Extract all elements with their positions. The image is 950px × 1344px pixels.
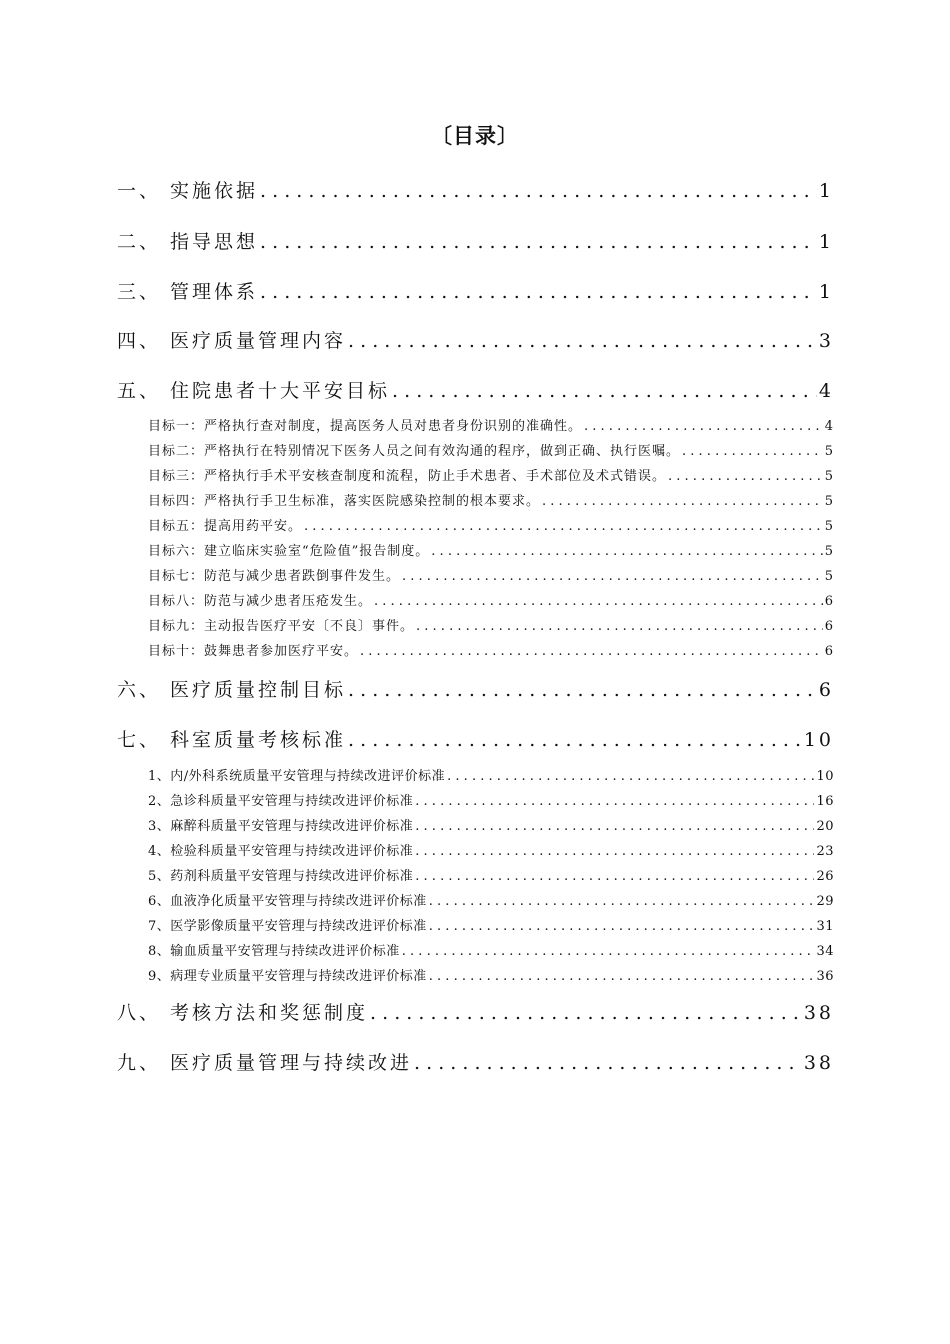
toc-entry-page: 4 — [818, 380, 834, 402]
toc-entry-section-5[interactable] — [117, 376, 834, 403]
dot-leader — [682, 444, 823, 459]
toc-entry-label: 5、药剂科质量平安管理与持续改进评价标准 — [148, 869, 414, 884]
toc-entry-section-7[interactable] — [117, 725, 834, 752]
toc-entry-page: 5 — [824, 544, 834, 559]
dot-leader — [402, 569, 823, 584]
toc-entry-section-6[interactable] — [117, 675, 834, 702]
dot-leader — [429, 969, 815, 984]
toc-entry-label: 9、病理专业质量平安管理与持续改进评价标准 — [148, 969, 427, 984]
dot-leader — [402, 944, 815, 959]
toc-entry-goal-8[interactable] — [148, 590, 834, 609]
toc-entry-standard-8[interactable] — [148, 940, 834, 959]
toc-entry-page: 10 — [816, 769, 834, 784]
toc-entry-goal-5[interactable] — [148, 515, 834, 534]
dot-leader — [348, 729, 802, 751]
dot-leader — [429, 919, 815, 934]
toc-entry-page: 38 — [803, 1052, 834, 1074]
toc-entry-label: 目标六：建立临床实验室“危险值”报告制度。 — [148, 544, 430, 559]
toc-entry-label: 四、 医疗质量管理内容 — [117, 330, 347, 352]
dot-leader — [415, 794, 814, 809]
toc-entry-standard-9[interactable] — [148, 965, 834, 984]
toc-entry-label: 目标十：鼓舞患者参加医疗平安。 — [148, 644, 359, 659]
toc-entry-page: 26 — [816, 869, 834, 884]
toc-entry-label: 6、血液净化质量平安管理与持续改进评价标准 — [148, 894, 427, 909]
toc-entry-label: 2、急诊科质量平安管理与持续改进评价标准 — [148, 794, 414, 809]
dot-leader — [415, 819, 814, 834]
dot-leader — [260, 281, 817, 303]
toc-entry-label: 目标九：主动报告医疗平安〔不良〕事件。 — [148, 619, 415, 634]
toc-entry-goal-4[interactable] — [148, 490, 834, 509]
toc-entry-page: 5 — [824, 494, 834, 509]
toc-entry-page: 5 — [824, 569, 834, 584]
toc-entry-goal-2[interactable] — [148, 440, 834, 459]
dot-leader — [374, 594, 823, 609]
toc-entry-page: 6 — [824, 619, 834, 634]
toc-entry-page: 1 — [818, 281, 834, 303]
toc-entry-standard-1[interactable] — [148, 765, 834, 784]
dot-leader — [348, 679, 817, 701]
toc-entry-label: 一、 实施依据 — [117, 180, 259, 202]
toc-entry-label: 4、检验科质量平安管理与持续改进评价标准 — [148, 844, 414, 859]
toc-entry-section-3[interactable] — [117, 277, 834, 304]
dot-leader — [429, 894, 815, 909]
toc-entry-section-4[interactable] — [117, 326, 834, 353]
toc-entry-section-1[interactable] — [117, 176, 834, 203]
dot-leader — [584, 419, 823, 434]
dot-leader — [360, 644, 823, 659]
dot-leader — [542, 494, 823, 509]
toc-entry-standard-7[interactable] — [148, 915, 834, 934]
toc-entry-page: 3 — [818, 330, 834, 352]
toc-entry-label: 1、内/外科系统质量平安管理与持续改进评价标准 — [148, 769, 446, 784]
toc-entry-standard-6[interactable] — [148, 890, 834, 909]
toc-entry-standard-2[interactable] — [148, 790, 834, 809]
toc-entry-label: 六、 医疗质量控制目标 — [117, 679, 347, 701]
toc-entry-page: 6 — [818, 679, 834, 701]
dot-leader — [392, 380, 817, 402]
toc-entry-page: 29 — [816, 894, 834, 909]
toc-entry-label: 目标二：严格执行在特别情况下医务人员之间有效沟通的程序，做到正确、执行医嘱。 — [148, 444, 681, 459]
dot-leader — [370, 1002, 802, 1024]
dot-leader — [348, 330, 817, 352]
dot-leader — [447, 769, 814, 784]
toc-entry-page: 1 — [818, 231, 834, 253]
toc-entry-label: 七、 科室质量考核标准 — [117, 729, 347, 751]
toc-entry-standard-5[interactable] — [148, 865, 834, 884]
toc-entry-section-9[interactable] — [117, 1048, 834, 1075]
toc-entry-label: 二、 指导思想 — [117, 231, 259, 253]
toc-entry-page: 5 — [824, 519, 834, 534]
toc-entry-label: 7、医学影像质量平安管理与持续改进评价标准 — [148, 919, 427, 934]
toc-entry-label: 九、 医疗质量管理与持续改进 — [117, 1052, 413, 1074]
toc-entry-label: 八、 考核方法和奖惩制度 — [117, 1002, 369, 1024]
toc-entry-standard-4[interactable] — [148, 840, 834, 859]
toc-entry-page: 20 — [816, 819, 834, 834]
dot-leader — [416, 619, 823, 634]
toc-entry-label: 目标一：严格执行查对制度，提高医务人员对患者身份识别的准确性。 — [148, 419, 583, 434]
dot-leader — [415, 869, 814, 884]
toc-entry-label: 目标五：提高用药平安。 — [148, 519, 303, 534]
toc-entry-page: 6 — [824, 594, 834, 609]
toc-entry-label: 目标三：严格执行手术平安核查制度和流程，防止手术患者、手术部位及术式错误。 — [148, 469, 667, 484]
dot-leader — [431, 544, 822, 559]
toc-entry-section-2[interactable] — [117, 227, 834, 254]
toc-title: 〔目录〕 — [431, 123, 519, 148]
toc-entry-label: 3、麻醉科质量平安管理与持续改进评价标准 — [148, 819, 414, 834]
toc-entry-label: 目标四：严格执行手卫生标准，落实医院感染控制的根本要求。 — [148, 494, 541, 509]
toc-entry-page: 5 — [824, 444, 834, 459]
dot-leader — [304, 519, 823, 534]
toc-entry-label: 三、 管理体系 — [117, 281, 259, 303]
toc-entry-label: 五、 住院患者十大平安目标 — [117, 380, 391, 402]
dot-leader — [414, 1052, 802, 1074]
dot-leader — [415, 844, 814, 859]
toc-entry-goal-10[interactable] — [148, 640, 834, 659]
toc-entry-page: 1 — [818, 180, 834, 202]
dot-leader — [260, 180, 817, 202]
dot-leader — [668, 469, 823, 484]
toc-entry-goal-9[interactable] — [148, 615, 834, 634]
toc-entry-section-8[interactable] — [117, 998, 834, 1025]
toc-entry-page: 4 — [824, 419, 834, 434]
toc-entry-label: 目标七：防范与减少患者跌倒事件发生。 — [148, 569, 401, 584]
toc-entry-page: 36 — [816, 969, 834, 984]
toc-entry-page: 6 — [824, 644, 834, 659]
toc-entry-page: 10 — [803, 729, 834, 751]
toc-entry-label: 目标八：防范与减少患者压疮发生。 — [148, 594, 373, 609]
toc-entry-goal-6[interactable] — [148, 540, 834, 559]
dot-leader — [260, 231, 817, 253]
toc-entry-page: 23 — [816, 844, 834, 859]
toc-entry-label: 8、输血质量平安管理与持续改进评价标准 — [148, 944, 400, 959]
toc-entry-page: 16 — [816, 794, 834, 809]
toc-entry-page: 34 — [816, 944, 834, 959]
toc-entry-page: 31 — [816, 919, 834, 934]
toc-entry-goal-1[interactable] — [148, 415, 834, 434]
toc-entry-goal-3[interactable] — [148, 465, 834, 484]
toc-entry-goal-7[interactable] — [148, 565, 834, 584]
toc-entry-page: 5 — [824, 469, 834, 484]
toc-entry-standard-3[interactable] — [148, 815, 834, 834]
toc-entry-page: 38 — [803, 1002, 834, 1024]
